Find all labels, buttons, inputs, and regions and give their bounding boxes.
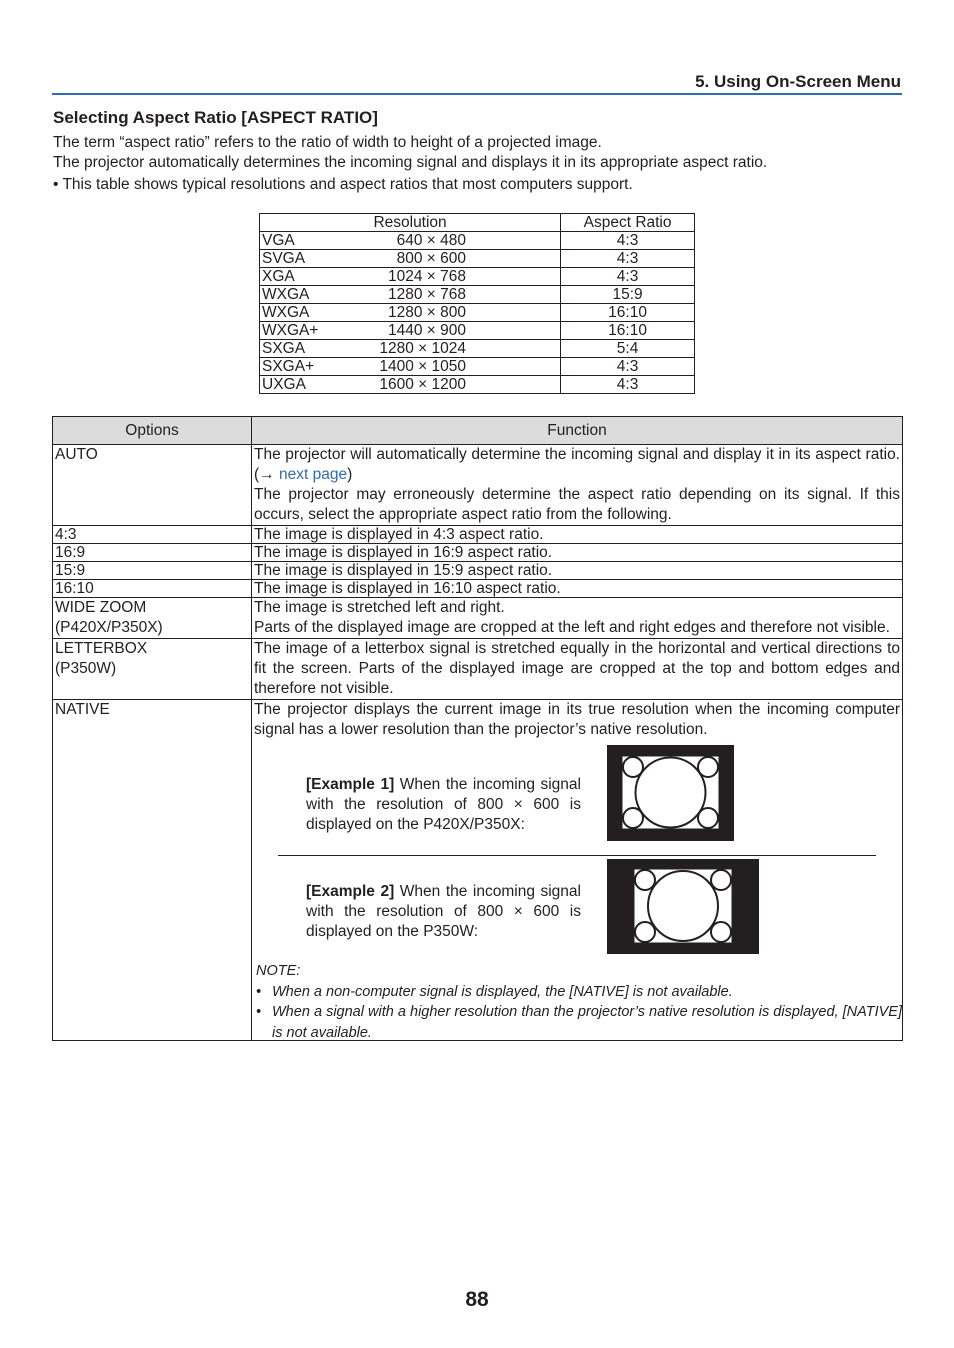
option-auto: AUTO <box>53 445 252 526</box>
example-1-text: When the incoming signal with the resolution of 800 × 600 is displayed on the P420X/P350X: <box>306 776 581 833</box>
table-row <box>260 304 695 322</box>
function-native <box>252 700 903 1041</box>
intro-paragraph-1: The term “aspect ratio” refers to the ratio of width to height of a projected image. <box>53 134 602 151</box>
option-16-10: 16:10 <box>53 580 252 598</box>
example-2-diagram <box>607 859 759 954</box>
corner-circle <box>635 922 655 942</box>
option-letterbox <box>53 639 252 700</box>
resolution-value: 1280 × 800 <box>387 304 466 321</box>
note-item-2 <box>256 1002 902 1043</box>
table-row <box>260 340 695 358</box>
example-1 <box>306 775 581 835</box>
corner-circle <box>698 757 718 777</box>
table-row-letterbox <box>53 639 903 700</box>
chapter-header: 5. Using On-Screen Menu <box>695 72 901 91</box>
corner-circle <box>698 808 718 828</box>
resolution-value: 1280 × 1024 <box>379 340 466 357</box>
option-16-9: 16:9 <box>53 544 252 562</box>
center-circle <box>648 871 718 941</box>
resolution-value: 1024 × 768 <box>387 268 466 285</box>
function-16-10: The image is displayed in 16:10 aspect ratio. <box>252 580 903 598</box>
aspect-ratio-value: 5:4 <box>561 340 695 358</box>
option-4-3: 4:3 <box>53 526 252 544</box>
options-table <box>52 416 903 1041</box>
example-2-text: When the incoming signal with the resolution of 800 × 600 is displayed on the P350W: <box>306 883 581 940</box>
table-row <box>53 526 903 544</box>
aspect-ratio-value: 4:3 <box>561 250 695 268</box>
letterbox-label: LETTERBOX <box>55 640 148 657</box>
resolution-name: SXGA <box>262 340 306 357</box>
auto-text-2: The projector may erroneously determine the aspect ratio depending on its signal. If this occurs, select the appropriate aspect ratio from the following. <box>254 486 900 523</box>
table-row <box>53 544 903 562</box>
table-row-wide-zoom <box>53 598 903 639</box>
header-rule <box>52 93 902 95</box>
intro-bullet: • This table shows typical resolutions and aspect ratios that most computers support. <box>53 176 633 193</box>
letterbox-models: (P350W) <box>55 660 117 677</box>
section-title: Selecting Aspect Ratio [ASPECT RATIO] <box>53 108 378 127</box>
table-row <box>260 250 695 268</box>
native-description: The projector displays the current image in its true resolution when the incoming computer signal has a lower resolution than the projector’s native resolution. <box>254 701 900 738</box>
page-number: 88 <box>465 1288 489 1311</box>
options-header: Options <box>53 417 252 445</box>
resolution-name: UXGA <box>262 376 306 393</box>
example-1-diagram <box>607 745 734 841</box>
note-title: NOTE: <box>256 963 301 979</box>
corner-circle <box>711 922 731 942</box>
function-header: Function <box>252 417 903 445</box>
wide-zoom-label: WIDE ZOOM <box>55 599 147 616</box>
table-row <box>260 232 695 250</box>
example-2-label: [Example 2] <box>306 883 395 900</box>
resolution-name: WXGA <box>262 286 310 303</box>
example-2 <box>306 882 581 942</box>
wide-zoom-models: (P420X/P350X) <box>55 619 163 636</box>
table-row <box>260 322 695 340</box>
resolution-table-header <box>260 214 695 232</box>
function-4-3: The image is displayed in 4:3 aspect ratio. <box>252 526 903 544</box>
options-table-header <box>53 417 903 445</box>
corner-circle <box>623 808 643 828</box>
resolution-value: 1600 × 1200 <box>379 376 466 393</box>
resolution-name: SVGA <box>262 250 306 267</box>
intro-paragraph-2: The projector automatically determines the incoming signal and displays it in its appropriate aspect ratio. <box>53 154 768 171</box>
table-row <box>260 376 695 394</box>
function-16-9: The image is displayed in 16:9 aspect ratio. <box>252 544 903 562</box>
table-row <box>53 580 903 598</box>
corner-circle <box>623 757 643 777</box>
resolution-value: 800 × 600 <box>396 250 466 267</box>
function-wide-zoom <box>252 598 903 639</box>
aspect-ratio-value: 4:3 <box>561 376 695 394</box>
resolution-value: 640 × 480 <box>396 232 466 249</box>
note-text-2: When a signal with a higher resolution than the projector’s native resolution is displayed, [NATIVE] is not available. <box>272 1004 902 1041</box>
wide-zoom-text-1: The image is stretched left and right. <box>254 599 505 616</box>
table-row <box>260 286 695 304</box>
resolution-table <box>259 213 695 394</box>
center-circle <box>636 758 706 828</box>
aspect-ratio-value: 4:3 <box>561 268 695 286</box>
aspect-ratio-value: 15:9 <box>561 286 695 304</box>
bullet-icon: • <box>256 1004 262 1020</box>
aspect-ratio-value: 4:3 <box>561 232 695 250</box>
table-row <box>260 358 695 376</box>
corner-circle <box>635 870 655 890</box>
option-native: NATIVE <box>53 700 252 1041</box>
resolution-header: Resolution <box>260 214 561 232</box>
function-auto <box>252 445 903 526</box>
resolution-name: VGA <box>262 232 295 249</box>
bullet-icon: • <box>256 983 262 1000</box>
resolution-value: 1400 × 1050 <box>379 358 466 375</box>
aspect-ratio-value: 4:3 <box>561 358 695 376</box>
note-text-1: When a non-computer signal is displayed, the [NATIVE] is not available. <box>272 983 733 1000</box>
native-note <box>256 961 902 1043</box>
resolution-value: 1440 × 900 <box>387 322 466 339</box>
resolution-name: WXGA <box>262 304 310 321</box>
table-row-native <box>53 700 903 1041</box>
resolution-value: 1280 × 768 <box>387 286 466 303</box>
function-15-9: The image is displayed in 15:9 aspect ratio. <box>252 562 903 580</box>
option-15-9: 15:9 <box>53 562 252 580</box>
resolution-name: XGA <box>262 268 295 285</box>
corner-circle <box>711 870 731 890</box>
option-wide-zoom <box>53 598 252 639</box>
arrow-icon: → <box>259 466 279 483</box>
table-row <box>53 562 903 580</box>
note-item-1 <box>256 982 902 1003</box>
resolution-name: SXGA+ <box>262 358 315 375</box>
example-divider <box>278 855 876 856</box>
auto-text-1: The projector will automatically determine the incoming signal and display it in its aspect ratio. ( <box>254 446 900 483</box>
table-row-auto <box>53 445 903 526</box>
wide-zoom-text-2: Parts of the displayed image are cropped at the left and right edges and therefore not visible. <box>254 619 890 636</box>
table-row <box>260 268 695 286</box>
aspect-ratio-header: Aspect Ratio <box>561 214 695 232</box>
example-1-label: [Example 1] <box>306 776 395 793</box>
aspect-ratio-value: 16:10 <box>561 322 695 340</box>
function-letterbox: The image of a letterbox signal is stretched equally in the horizontal and vertical directions to fit the screen. Parts of the displayed image are cropped at the top and bottom edges and therefore not visible. <box>252 639 903 700</box>
intro-text <box>53 133 913 195</box>
resolution-name: WXGA+ <box>262 322 319 339</box>
next-page-link[interactable]: next page <box>278 466 348 483</box>
aspect-ratio-value: 16:10 <box>561 304 695 322</box>
auto-text-close: ) <box>347 466 353 483</box>
